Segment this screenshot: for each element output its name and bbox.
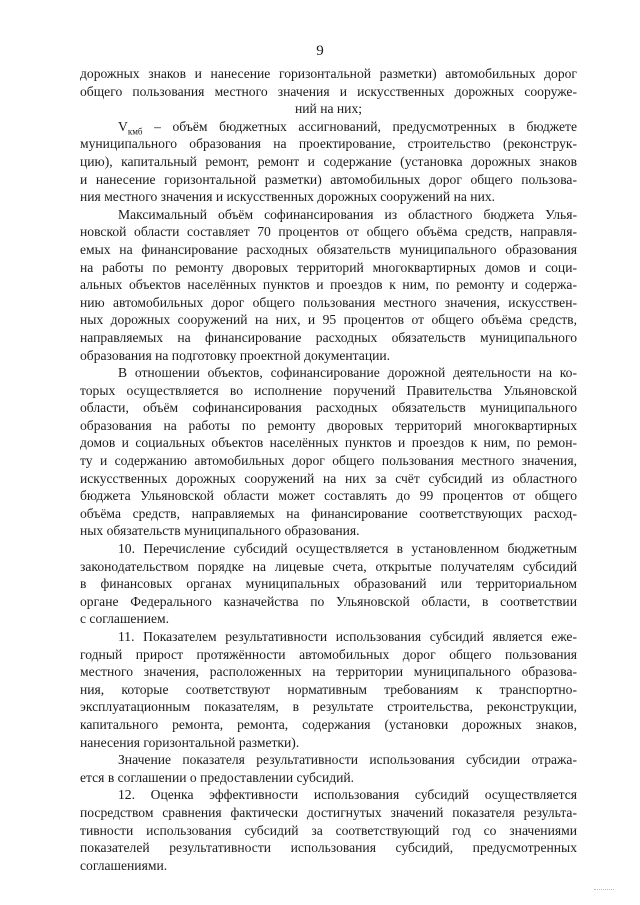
text-line: нанесения горизонтальной разметки). <box>80 734 300 750</box>
text-line: общего пользования местного значения и искусственных дорожных сооруже- <box>80 83 577 99</box>
variable-symbol: V <box>118 118 128 134</box>
paragraph-definition <box>80 118 577 206</box>
text-line: образования на работы по ремонту дворовых территорий многоквартирных <box>80 417 577 433</box>
text-line: емых на финансирование расходных обязательств муниципального образования <box>80 241 577 257</box>
text-line: 11. Показателем результативности использования субсидий является еже- <box>118 629 577 644</box>
text-line: эксплуатационным показателям, в результате строительства, реконструкции, <box>80 699 577 715</box>
paragraph-item-12 <box>80 786 577 874</box>
paragraph-indicator-value <box>80 751 577 786</box>
text-line: искусственных дорожных сооружений на них за счёт субсидий из областного <box>80 470 577 486</box>
text-line: ту и содержанию автомобильных дорог общего пользования местного значения, <box>80 453 577 469</box>
text-line: нию автомобильных дорог общего пользования местного значения, искусствен- <box>80 294 577 310</box>
text-line: 12. Оценка эффективности использования субсидий осуществляется <box>118 787 577 803</box>
text-line: домов и социальных объектов населённых пунктов и проездов к ним, по ремон- <box>80 435 577 451</box>
text-line: Значение показателя результативности использования субсидии отража- <box>118 752 577 768</box>
text-line: торых осуществляется во исполнение поручений Правительства Ульяновской <box>80 382 577 398</box>
text-line: дорожных знаков и нанесение горизонтальной разметки) автомобильных дорог <box>80 66 577 81</box>
text-line: показателей результативности использования субсидий, предусмотренных <box>80 840 577 856</box>
text-line: посредством сравнения фактически достигнутых значений показателя результа- <box>80 804 577 820</box>
text-line: ется в соглашении о предоставлении субсидий. <box>80 769 355 785</box>
text-line: направляемых на финансирование расходных обязательств муниципального <box>80 329 577 345</box>
text-fragment: – объём бюджетных ассигнований, предусмотренных в бюджете <box>142 118 577 134</box>
text-line: годный прирост протяжённости автомобильных дорог общего пользования <box>80 646 577 662</box>
text-line: законодательством порядке на лицевые счета, открытые получателям субсидий <box>80 558 577 574</box>
page-number: 9 <box>316 43 324 59</box>
text-line: и нанесение горизонтальной разметки) автомобильных дорог общего пользова- <box>80 171 577 187</box>
text-line: капитального ремонта, ремонта, содержания (установки дорожных знаков, <box>80 716 577 732</box>
paragraph-max-cofinancing <box>80 206 577 364</box>
text-line: новской области составляет 70 процентов от общего объёма средств, направля- <box>80 224 577 240</box>
text-line: ных дорожных сооружений на них, и 95 процентов от общего объёма средств, <box>80 312 577 328</box>
text-line: с соглашением. <box>80 611 170 627</box>
text-line: объёма средств, направляемых на финансирование соответствующих расход- <box>80 505 577 521</box>
paragraph-government-orders <box>80 364 577 540</box>
text-line: муниципального образования на проектирование, строительство (реконструк- <box>80 136 577 152</box>
text-line: области, объём софинансирования расходных обязательств муниципального <box>80 400 577 416</box>
definition-first-line <box>80 118 577 136</box>
text-line: ных обязательств муниципального образования. <box>80 523 360 539</box>
text-line: ния, которые соответствуют нормативным требованиям к транспортно- <box>80 681 577 697</box>
text-line: 10. Перечисление субсидий осуществляется в установленном бюджетным <box>118 541 577 557</box>
text-line: ния местного значения и искусственных дорожных сооружений на них. <box>80 189 496 205</box>
text-line: цию), капитальный ремонт, ремонт и содержание (установка дорожных знаков <box>80 153 577 169</box>
text-line: в финансовых органах муниципальных образований или территориальном <box>80 576 577 592</box>
text-line: бюджета Ульяновской области может составлять до 99 процентов от общего <box>80 488 577 504</box>
variable-subscript: кмб <box>127 126 143 137</box>
paragraph-continuation <box>80 65 577 118</box>
text-line: на работы по ремонту дворовых территорий многоквартирных домов и соци- <box>80 259 577 275</box>
text-line: органе Федерального казначейства по Ульяновской области, в соответствии <box>80 593 577 609</box>
text-line: ний на них; <box>294 101 363 117</box>
document-body <box>80 65 577 874</box>
paragraph-item-10 <box>80 540 577 628</box>
text-line: В отношении объектов, софинансирование дорожной деятельности на ко- <box>118 365 577 381</box>
scan-artifact <box>594 889 614 891</box>
text-line: соглашениями. <box>80 857 168 873</box>
text-line: образования на подготовку проектной документации. <box>80 347 391 363</box>
text-line: тивности использования субсидий за соответствующий год со значениями <box>80 822 577 838</box>
text-line: альных объектов населённых пунктов и проездов к ним, по ремонту и содержа- <box>80 277 577 293</box>
text-line: местного значения, расположенных на территории муниципального образова- <box>80 664 577 680</box>
text-line: Максимальный объём софинансирования из областного бюджета Улья- <box>118 206 577 222</box>
paragraph-item-11 <box>80 628 577 751</box>
